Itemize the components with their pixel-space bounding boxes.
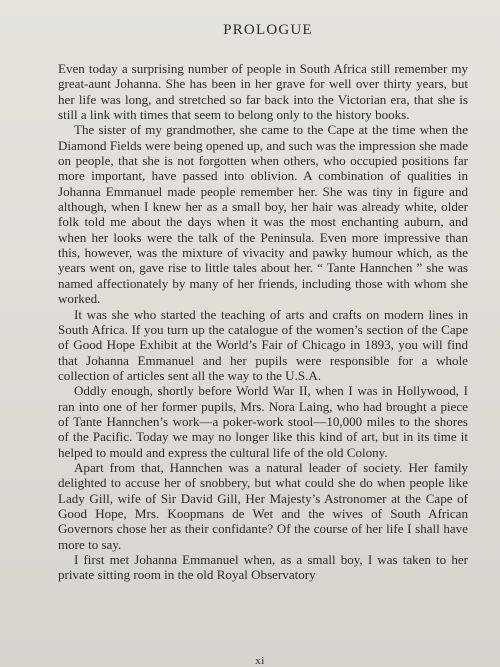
paragraph-5: Apart from that, Hannchen was a natural leader of society. Her family delighted to accuse her of snobbery, but what could she do when people like Lady Gill, wife of Sir David Gill, Her Majesty’s Astronomer at the Cape of Good Hope, Mrs. Koopmans de Wet and the wives of South African Governors chose her as their confidante? Of the course of her life I shall have more to say.	[58, 459, 468, 552]
paragraph-2: The sister of my grandmother, she came to the Cape at the time when the Diamond Fields were being opened up, and such was the impression she made on people, that she is not forgotten when others, who occupied positions far more important, have passed into oblivion. A combination of qualities in Johanna Emmanuel made people remember her. She was tiny in figure and although, when I knew her as a small boy, her hair was already white, older folk told me about the days when it was the most enchanting auburn, and when her looks were the talk of the Peninsula. Even more impressive than this, however, was the mixture of vivacity and pawky humour which, as the years went on, gave rise to little tales about her. “ Tante Hannchen ” she was named affectionately by many of her friends, including those with whom she worked.	[58, 122, 468, 307]
paragraph-3: It was she who started the teaching of arts and crafts on modern lines in South Africa. If you turn up the catalogue of the women’s section of the Cape of Good Hope Exhibit at the World’s Fair of Chicago in 1893, you will find that Johanna Emmanuel and her pupils were responsible for a whole collection of articles sent all the way to the U.S.A.	[58, 306, 468, 383]
body-text	[58, 61, 468, 583]
paragraph-4: Oddly enough, shortly before World War II, when I was in Hollywood, I ran into one of her former pupils, Mrs. Nora Laing, who had brought a piece of Tante Hannchen’s work—a poker-work stool—10,000 miles to the shores of the Pacific. Today we may no longer like this kind of art, but in its time it helped to mould and express the cultural life of the old Colony.	[58, 383, 468, 460]
paragraph-6: I first met Johanna Emmanuel when, as a small boy, I was taken to her private sitting room in the old Royal Observatory	[58, 552, 468, 583]
paragraph-1: Even today a surprising number of people in South Africa still remember my great-aunt Johanna. She has been in her grave for well over thirty years, but her life was long, and stretched so far back into the Victorian era, that she is still a link with times that seem to belong only to the history books.	[58, 61, 468, 123]
page-number: xi	[255, 655, 265, 667]
chapter-heading: PROLOGUE	[223, 22, 313, 38]
